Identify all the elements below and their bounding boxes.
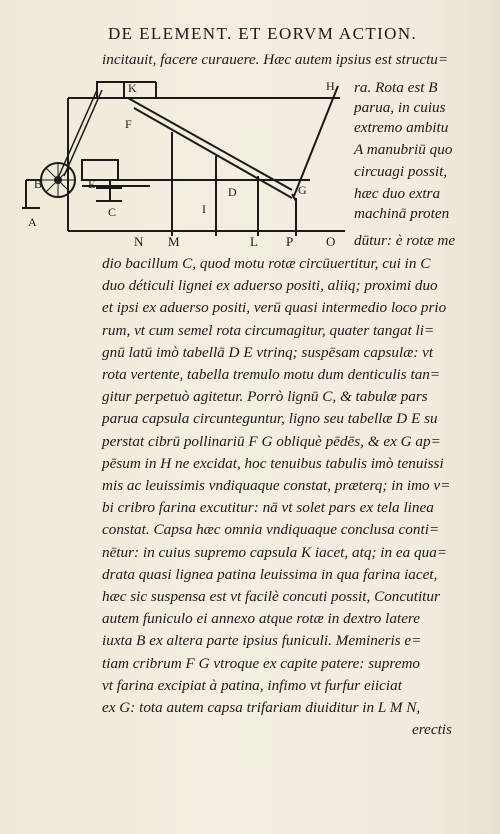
body-line: gnū latū imò tabellā D E vtrinq; suspēsam capsulæ: vt — [102, 343, 434, 361]
label-f: F — [125, 117, 132, 131]
body-line: vt farina excipiat à patina, infimo vt furfur eiiciat — [102, 676, 402, 694]
body-line: tiam cribrum F G vtroque ex capite patere: supremo — [102, 654, 421, 672]
body-line: et ipsi ex aduerso positi, verū quasi intermedio loco prio — [102, 299, 447, 317]
body-line: drata quasi lignea patina leuissima in qua farina iacet, — [102, 565, 438, 583]
running-header: DE ELEMENT. ET EORVM ACTION. — [108, 24, 418, 43]
body-line: parua capsula circunteguntur, ligno seu tabellæ D E su — [102, 410, 438, 428]
body-line: hæc sic suspensa est vt facilè concuti possit, Concutitur — [102, 588, 440, 605]
side-line: ra. Rota est B — [354, 79, 438, 96]
side-line: hæc duo extra — [354, 185, 441, 202]
body-line: rum, vt cum semel rota circumagitur, quater tangat li= — [102, 321, 435, 339]
side-line: extremo ambitu — [354, 119, 449, 136]
body-line: rota vertente, tabella tremulo motu dum denticulis tan= — [102, 366, 441, 383]
side-line: parua, in cuius — [354, 99, 446, 116]
side-line: A manubriū quo — [354, 141, 453, 158]
body-line: gitur perpetuò agitetur. Porrò lignū C, & tabulæ pars — [102, 388, 428, 406]
label-c: C — [108, 205, 117, 219]
label-m: M — [168, 234, 181, 249]
label-l: L — [250, 234, 259, 249]
body-line: mis ac leuissimis vndiquaque constat, præterq; in imo v= — [102, 477, 451, 494]
label-i: I — [202, 202, 206, 216]
body-line: duo déticuli lignei ex aduerso positi, aliiq; proximi duo — [102, 277, 438, 295]
body-line: ex G: tota autem capsa trifariam diuiditur in L M N, — [102, 699, 421, 716]
side-line: dūtur: è rotæ me — [354, 232, 456, 249]
catchword: erectis — [412, 721, 452, 738]
body-line: nētur: in cuius supremo capsula K iacet, atq; in ea qua= — [102, 543, 448, 561]
label-n: N — [134, 234, 145, 249]
label-o: O — [326, 234, 337, 249]
body-line: iuxta B ex altera parte ipsius funiculi. Memineris e= — [102, 632, 422, 650]
body-line: dio bacillum C, quod motu rotæ circūuertitur, cui in C — [102, 255, 431, 272]
label-p: P — [286, 234, 295, 249]
label-b: B — [34, 177, 43, 191]
label-d: D — [228, 185, 237, 199]
label-g: G — [298, 183, 307, 197]
machine-diagram — [20, 76, 356, 246]
label-h: H — [326, 79, 335, 93]
body-line: perstat cibrū pollinariū F G obliquè pēdēs, & ex G ap= — [102, 432, 441, 450]
body-line: constat. Capsa hæc omnia vndiquaque conclusa conti= — [102, 521, 440, 539]
intro-line: incitauit, facere curauere. Hæc autem ipsius est structu= — [102, 51, 449, 68]
label-e: E — [88, 177, 96, 191]
label-k: K — [128, 81, 137, 95]
label-a: A — [28, 215, 37, 229]
body-line: pēsum in H ne excidat, hoc tenuibus tabulis imò tenuissi — [102, 454, 444, 472]
body-line: bi cribro farina excutitur: nā vt solet pars ex tela linea — [102, 499, 434, 517]
body-line: autem funiculo ei annexo atque rotæ in dextro latere — [102, 610, 421, 628]
side-line: circuagi possit, — [354, 163, 448, 180]
side-line: machinā proten — [354, 205, 450, 222]
